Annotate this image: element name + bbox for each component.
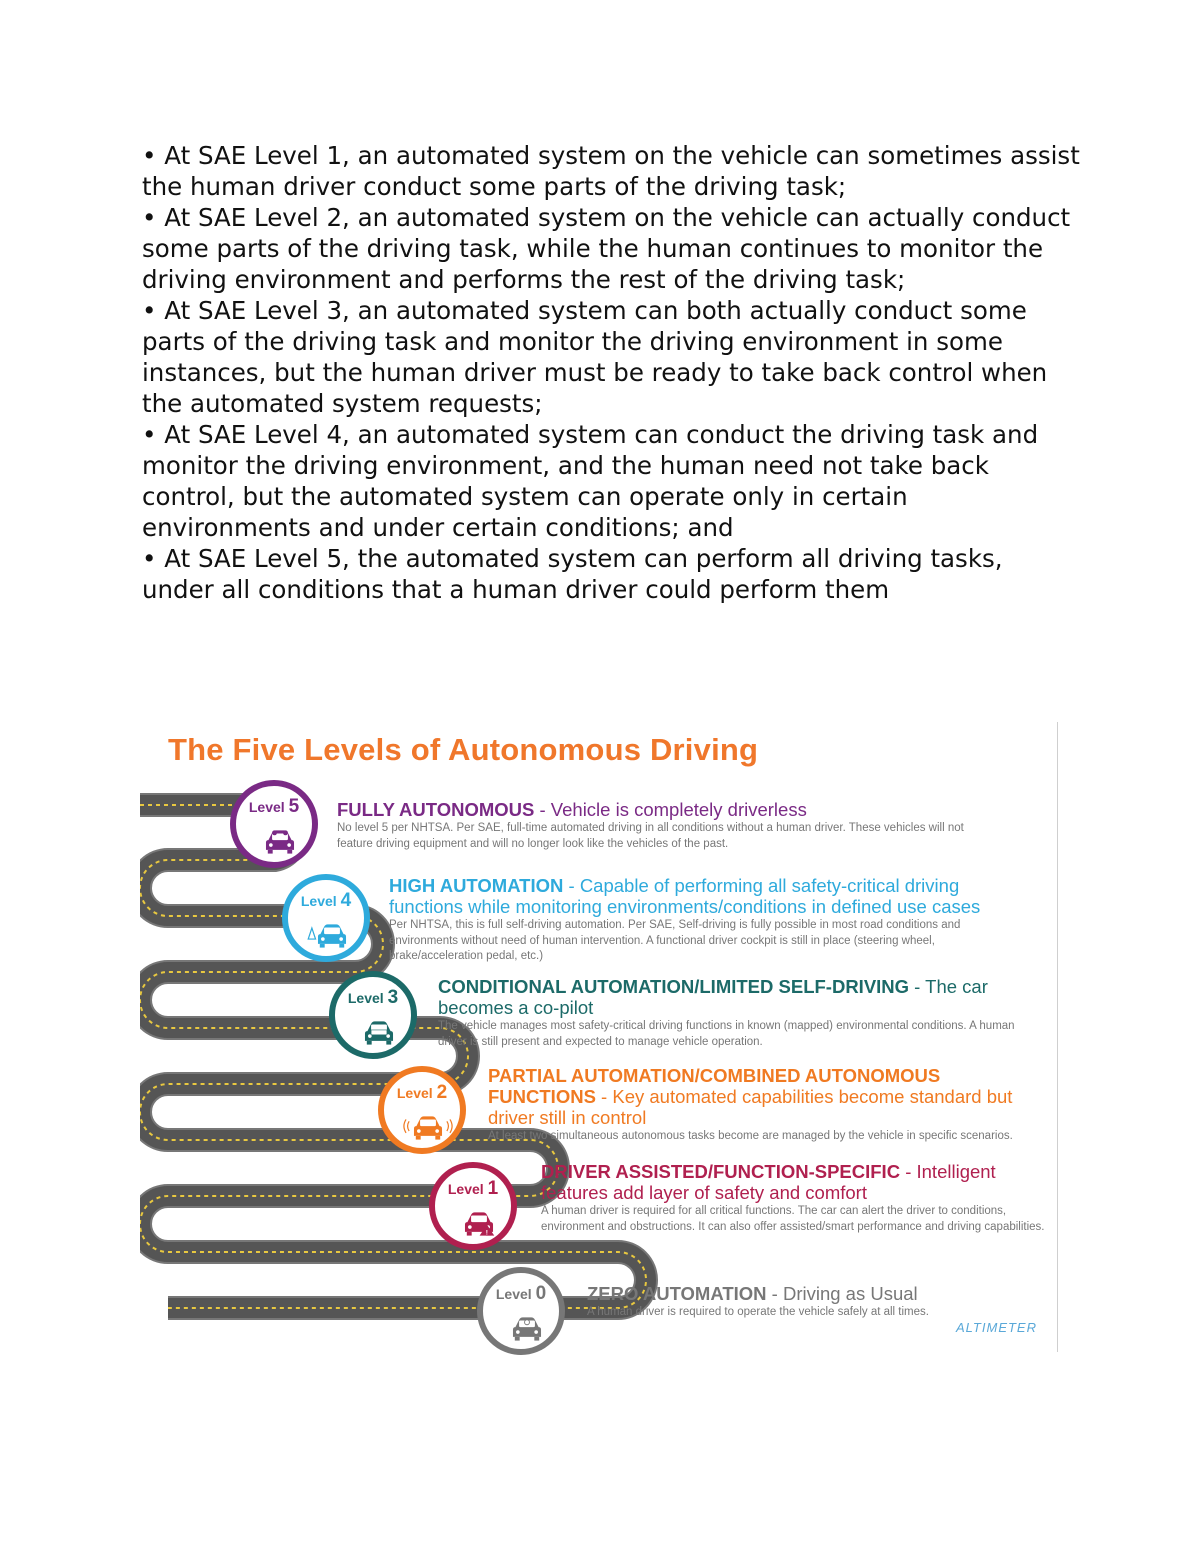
level-heading bbox=[488, 1065, 1048, 1128]
level-number: 1 bbox=[487, 1178, 499, 1199]
level-4-description bbox=[389, 875, 1029, 965]
level-number: 5 bbox=[288, 796, 300, 817]
level-name: CONDITIONAL AUTOMATION/LIMITED SELF-DRIVING bbox=[438, 976, 910, 997]
figure-title: The Five Levels of Autonomous Driving bbox=[168, 732, 759, 767]
level-detail: No level 5 per NHTSA. Per SAE, full-time automated driving in all conditions without a human driver. These vehicles will not feature driving equipment and will no longer look like the vehicles of the past. bbox=[337, 822, 964, 850]
level-label bbox=[288, 890, 364, 912]
level-name: DRIVER ASSISTED/FUNCTION-SPECIFIC bbox=[541, 1161, 901, 1182]
level-4-badge bbox=[282, 874, 370, 962]
car-with-driver-icon bbox=[502, 1309, 552, 1349]
car-with-map-icon bbox=[354, 1013, 404, 1053]
level-word: Level bbox=[396, 1085, 433, 1101]
level-number: 2 bbox=[436, 1082, 448, 1103]
level-label bbox=[335, 987, 411, 1009]
paragraph-level-2: • At SAE Level 2, an automated system on the vehicle can actually conduct some parts of the driving task, while the human continues to monitor the driving environment and performs the rest of the driving task; bbox=[142, 203, 1071, 294]
level-detail: The vehicle manages most safety-critical driving functions in known (mapped) environmental conditions. A human driver is still present and expected to manage vehicle operation. bbox=[438, 1020, 1015, 1048]
level-label bbox=[435, 1178, 511, 1200]
altimeter-logo: ALTIMETER bbox=[956, 1320, 1037, 1335]
level-word: Level bbox=[495, 1286, 532, 1302]
level-heading bbox=[389, 875, 1029, 917]
level-label bbox=[483, 1283, 559, 1305]
level-detail: A human driver is required to operate the vehicle safely at all times. bbox=[587, 1306, 929, 1318]
car-with-warning-icon bbox=[454, 1204, 504, 1244]
level-name: PARTIAL AUTOMATION/COMBINED AUTONOMOUS FUNCTIONS bbox=[488, 1065, 941, 1107]
level-number: 4 bbox=[340, 890, 352, 911]
level-name: FULLY AUTONOMOUS bbox=[337, 799, 535, 820]
level-word: Level bbox=[447, 1181, 484, 1197]
level-label bbox=[236, 796, 312, 818]
level-heading bbox=[337, 799, 977, 820]
figure-divider bbox=[1057, 722, 1058, 1352]
five-levels-figure bbox=[140, 722, 1060, 1352]
paragraph-level-5: • At SAE Level 5, the automated system can perform all driving tasks, under all conditions that a human driver could perform them bbox=[142, 544, 1003, 604]
level-heading bbox=[541, 1161, 1061, 1203]
paragraph-level-3: • At SAE Level 3, an automated system can both actually conduct some parts of the driving task and monitor the driving environment in some instances, but the human driver must be ready to take back control when the automated system requests; bbox=[142, 296, 1048, 418]
level-tagline: - Key automated capabilities become standard but driver still in control bbox=[488, 1086, 1013, 1128]
level-2-description bbox=[488, 1065, 1048, 1145]
paragraph-level-1: • At SAE Level 1, an automated system on the vehicle can sometimes assist the human driver conduct some parts of the driving task; bbox=[142, 141, 1080, 201]
level-tagline: - Driving as Usual bbox=[766, 1283, 918, 1304]
level-label bbox=[384, 1082, 460, 1104]
car-with-trees-icon bbox=[307, 916, 357, 956]
level-word: Level bbox=[347, 990, 384, 1006]
level-number: 3 bbox=[387, 987, 399, 1008]
level-tagline: - Intelligent features add layer of safety and comfort bbox=[541, 1161, 996, 1203]
level-3-description bbox=[438, 976, 1038, 1050]
level-detail: At least two simultaneous autonomous tasks become are managed by the vehicle in specific scenarios. bbox=[488, 1130, 1013, 1142]
car-with-sensors-icon bbox=[403, 1108, 453, 1148]
level-heading bbox=[587, 1283, 1067, 1304]
level-tagline: - Capable of performing all safety-critical driving functions while monitoring environments/conditions in defined use cases bbox=[389, 875, 981, 917]
level-detail: Per NHTSA, this is full self-driving automation. Per SAE, Self-driving is fully possible in most road conditions and environments without need of human intervention. A functional driver cockpit is still in place (steering wheel, brake/acceleration pedal, etc.) bbox=[389, 919, 961, 962]
svg-text:!: ! bbox=[485, 1229, 489, 1237]
level-name: HIGH AUTOMATION bbox=[389, 875, 564, 896]
level-5-badge bbox=[230, 780, 318, 868]
level-3-badge bbox=[329, 971, 417, 1059]
level-2-badge bbox=[378, 1066, 466, 1154]
level-tagline: - The car becomes a co-pilot bbox=[438, 976, 988, 1018]
level-5-description bbox=[337, 799, 977, 852]
paragraph-level-4: • At SAE Level 4, an automated system can conduct the driving task and monitor the driving environment, and the human need not take back control, but the automated system can operate only in certain environments and under certain conditions; and bbox=[142, 420, 1039, 542]
level-1-description bbox=[541, 1161, 1061, 1235]
level-number: 0 bbox=[535, 1283, 547, 1304]
level-word: Level bbox=[248, 799, 285, 815]
level-tagline: - Vehicle is completely driverless bbox=[534, 799, 807, 820]
level-1-badge bbox=[429, 1162, 517, 1250]
level-heading bbox=[438, 976, 1038, 1018]
level-0-description bbox=[587, 1283, 1067, 1321]
level-detail: A human driver is required for all critical functions. The car can alert the driver to conditions, environment and obstructions. It can also offer assisted/smart performance and driving capabilities. bbox=[541, 1205, 1045, 1233]
level-0-badge bbox=[477, 1267, 565, 1355]
level-name: ZERO AUTOMATION bbox=[587, 1283, 767, 1304]
level-word: Level bbox=[300, 893, 337, 909]
sae-levels-text bbox=[142, 140, 1082, 605]
two-occupants-car-icon bbox=[255, 822, 305, 862]
